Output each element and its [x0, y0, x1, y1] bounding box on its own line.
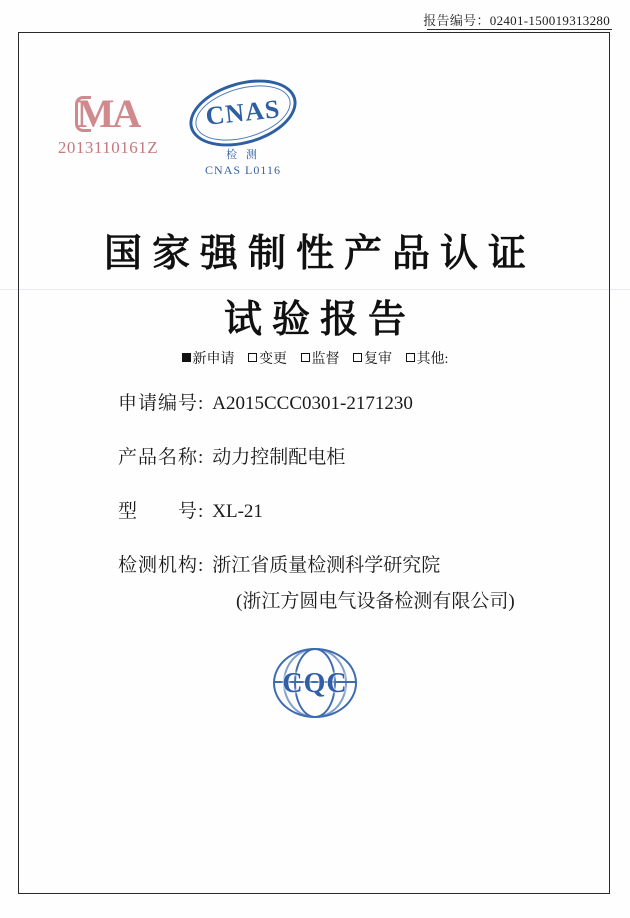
- cnas-code: CNAS L0116: [205, 163, 281, 177]
- checkbox-supervision[interactable]: [301, 353, 310, 362]
- checkbox-change[interactable]: [248, 353, 257, 362]
- option-label-other: 其他:: [416, 352, 449, 367]
- cnas-logo-icon: [188, 82, 298, 144]
- option-label-new-application: 新申请: [192, 352, 235, 367]
- option-label-supervision: 监督: [311, 352, 340, 367]
- document-title-line1: 国家强制性产品认证: [103, 233, 536, 275]
- report-number-label: 报告编号：: [423, 13, 490, 28]
- cma-code: 2013110161Z: [57, 138, 159, 157]
- option-review[interactable]: [353, 348, 392, 368]
- report-number-value: 02401-150019313280: [489, 13, 610, 28]
- option-new-application[interactable]: [182, 348, 235, 368]
- field-label-product-name: 产品名称:: [118, 447, 205, 468]
- cma-logo-icon: MA: [73, 92, 144, 136]
- document-title-line2: 试验报告: [223, 299, 416, 341]
- report-number-underline: [427, 29, 612, 30]
- cqc-seal-icon: [265, 648, 365, 724]
- field-test-organization: [0, 554, 630, 578]
- cnas-logo-text: CNAS: [204, 94, 282, 131]
- accreditation-marks: [0, 82, 630, 192]
- field-value-product-name: 动力控制配电柜: [212, 447, 346, 468]
- field-label-test-organization: 检测机构:: [118, 555, 205, 576]
- cnas-chinese-label: 检 测: [226, 149, 260, 161]
- cma-mark: [48, 92, 168, 158]
- checkbox-other[interactable]: [406, 353, 415, 362]
- field-application-number: [0, 392, 630, 416]
- cqc-letters: CQC: [282, 668, 348, 699]
- checkbox-review[interactable]: [353, 353, 362, 362]
- option-change[interactable]: [248, 348, 287, 368]
- report-number: [423, 10, 610, 29]
- field-value-test-organization-secondary: (浙江方圆电气设备检测有限公司): [236, 591, 515, 612]
- option-label-review: 复审: [364, 352, 393, 367]
- application-type-options: [0, 348, 630, 368]
- field-model: [0, 500, 630, 524]
- option-label-change: 变更: [259, 352, 288, 367]
- option-other[interactable]: [406, 348, 449, 368]
- cover-field-list: [0, 392, 630, 640]
- checkbox-new-application[interactable]: [182, 353, 191, 362]
- field-label-application-number: 申请编号:: [118, 393, 205, 414]
- field-product-name: [0, 446, 630, 470]
- field-value-test-organization: 浙江省质量检测科学研究院: [212, 555, 441, 576]
- option-supervision[interactable]: [301, 348, 340, 368]
- cnas-mark: [178, 82, 308, 178]
- field-label-model: 型 号:: [118, 501, 205, 522]
- field-value-model: XL-21: [212, 501, 263, 522]
- field-value-application-number: A2015CCC0301-2171230: [212, 393, 413, 414]
